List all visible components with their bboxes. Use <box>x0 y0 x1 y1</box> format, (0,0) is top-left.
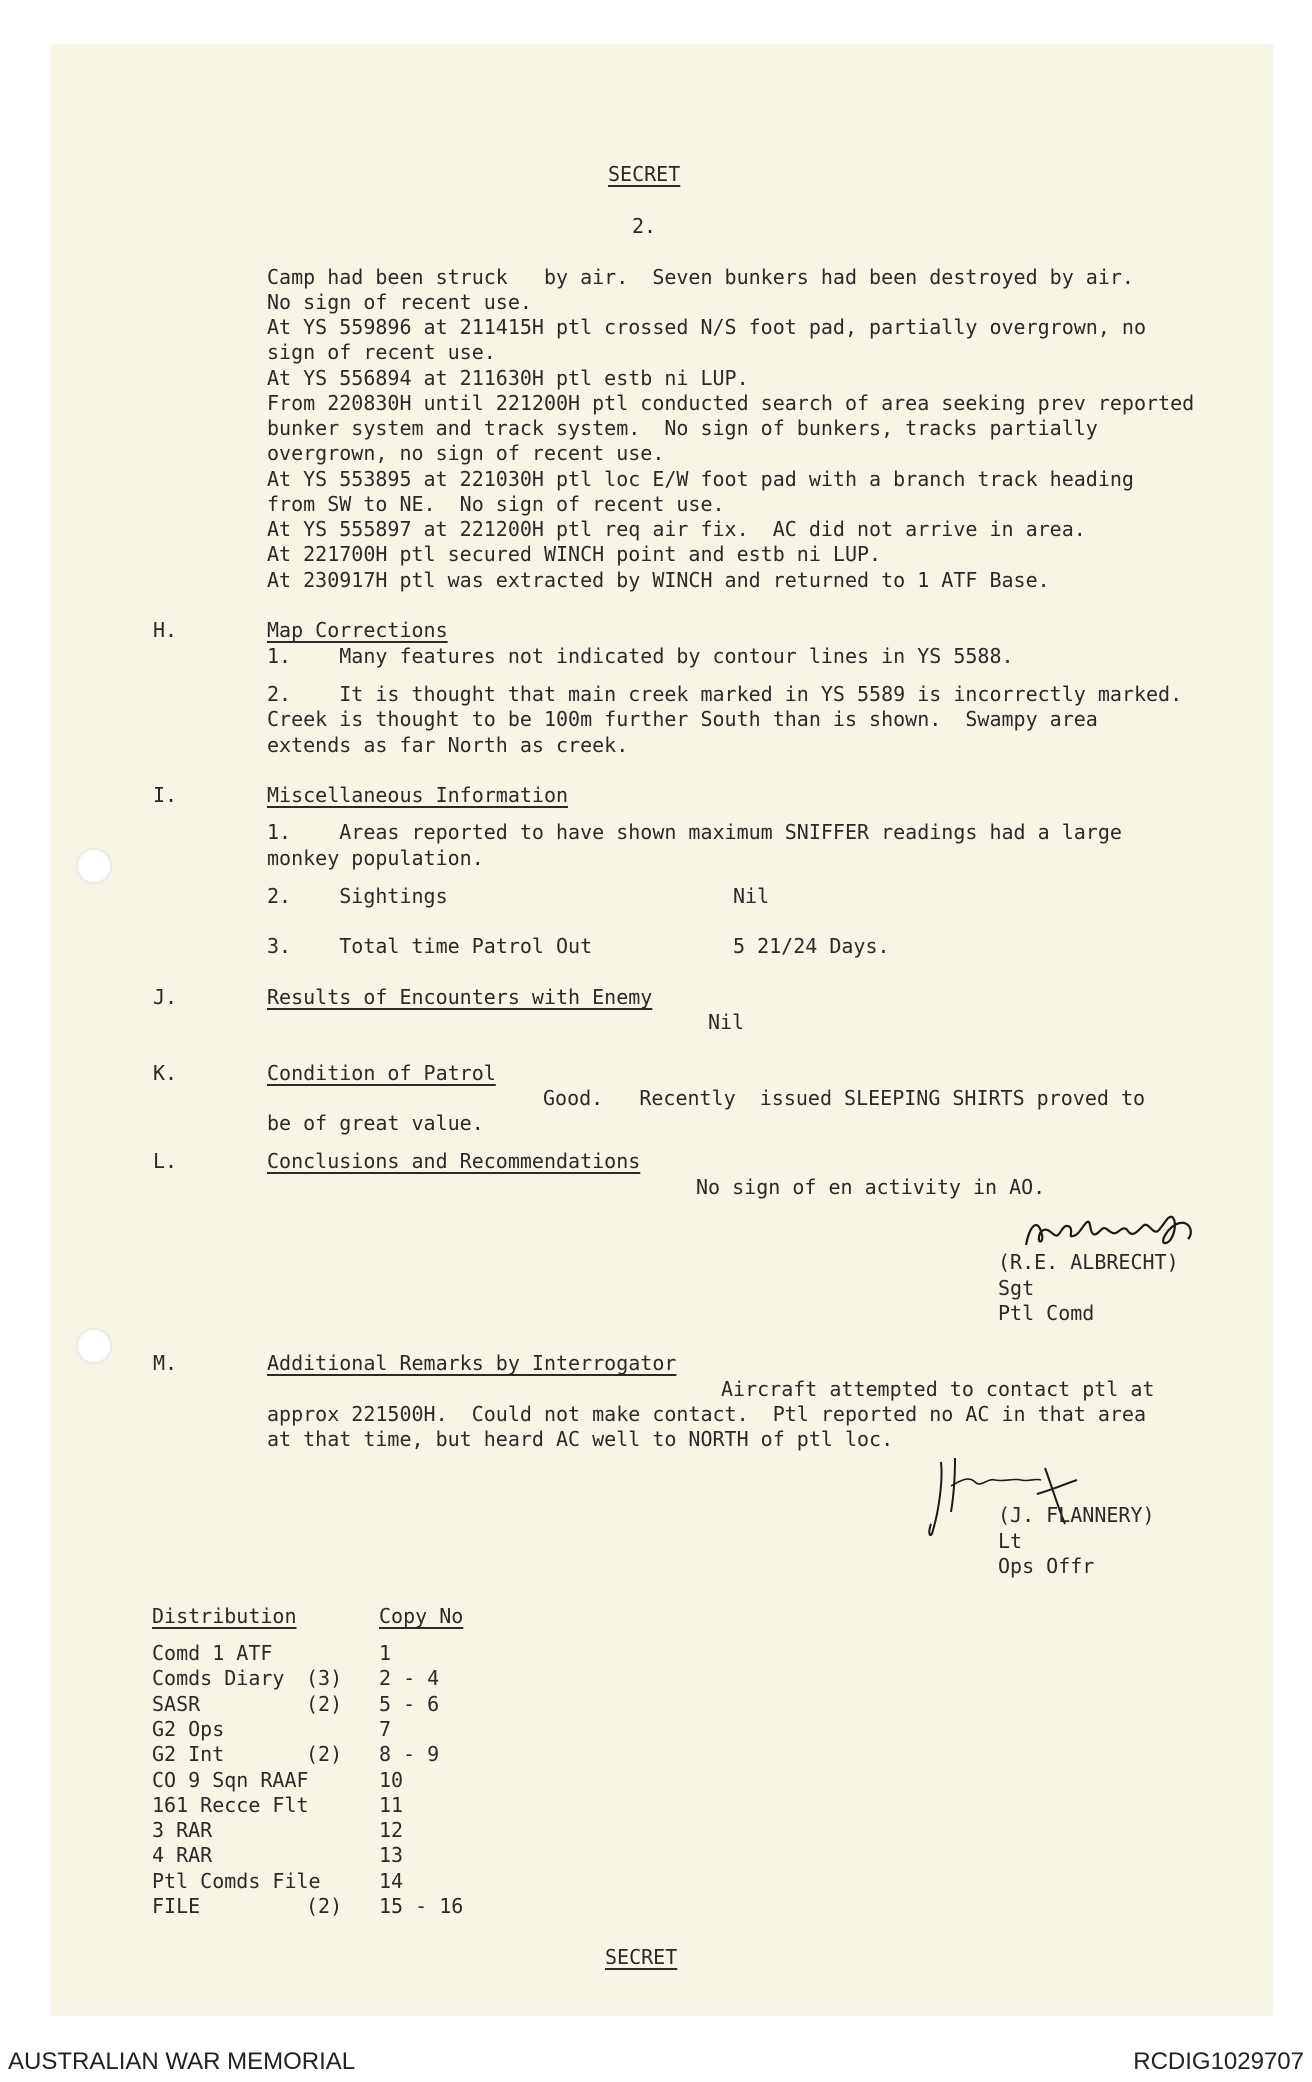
signature1-name: (R.E. ALBRECHT) <box>998 1250 1179 1274</box>
footer-source: AUSTRALIAN WAR MEMORIAL <box>8 2048 356 2075</box>
body-line: overgrown, no sign of recent use. <box>267 441 665 465</box>
body-line: At YS 559896 at 211415H ptl crossed N/S foot pad, partially overgrown, no <box>267 315 1146 339</box>
distribution-copy-no: 7 <box>379 1716 392 1741</box>
distribution-copy-no: 5 - 6 <box>379 1691 440 1716</box>
distribution-copy-no: 14 <box>379 1868 404 1893</box>
punch-hole-top <box>76 848 112 884</box>
condition-text: be of great value. <box>267 1111 484 1135</box>
section-title-conclusions: Conclusions and Recommendations <box>267 1149 641 1173</box>
body-line: At YS 553895 at 221030H ptl loc E/W foot pad with a branch track heading <box>267 467 1134 491</box>
remarks-text: approx 221500H. Could not make contact. Ptl reported no AC in that area <box>267 1402 1146 1426</box>
distribution-recipient: 4 RAR <box>152 1843 213 1868</box>
distribution-count: (3) <box>306 1666 343 1691</box>
distribution-count: (2) <box>306 1894 343 1918</box>
classification-footer: SECRET <box>605 1945 678 1969</box>
distribution-copy-no: 11 <box>379 1792 404 1817</box>
document-page <box>52 45 1272 2015</box>
conclusions-text: No sign of en activity in AO. <box>696 1175 1046 1199</box>
body-line: At YS 555897 at 221200H ptl req air fix. AC did not arrive in area. <box>267 517 1086 541</box>
body-line: No sign of recent use. <box>267 290 532 314</box>
distribution-copy-no: 13 <box>379 1843 404 1868</box>
signature2-role: Ops Offr <box>998 1554 1095 1578</box>
distribution-recipient: Ptl Comds File <box>152 1868 321 1893</box>
distribution-recipient: 161 Recce Flt <box>152 1792 309 1817</box>
copy-no-title: Copy No <box>379 1604 464 1628</box>
patrol-time-value: 5 21/24 Days. <box>733 934 890 958</box>
section-letter-i: I. <box>153 783 178 807</box>
distribution-recipient: FILE <box>152 1894 201 1918</box>
distribution-title: Distribution <box>152 1604 297 1628</box>
signature1-rank: Sgt <box>998 1276 1035 1300</box>
distribution-count: (2) <box>306 1691 343 1716</box>
body-line: bunker system and track system. No sign of bunkers, tracks partially <box>267 416 1098 440</box>
body-line: From 220830H until 221200H ptl conducted search of area seeking prev reported <box>267 391 1195 415</box>
distribution-recipient: Comd 1 ATF <box>152 1641 273 1665</box>
section-title-misc-info: Miscellaneous Information <box>267 783 569 807</box>
distribution-copy-no: 12 <box>379 1818 404 1843</box>
misc-item: monkey population. <box>267 846 484 870</box>
distribution-copy-no: 1 <box>379 1641 392 1665</box>
distribution-copy-no: 10 <box>379 1767 404 1792</box>
classification-header: SECRET <box>608 162 681 186</box>
distribution-recipient: Comds Diary <box>152 1666 285 1691</box>
sightings-value: Nil <box>733 884 770 908</box>
section-title-map-corrections: Map Corrections <box>267 618 448 642</box>
misc-item: 1. Areas reported to have shown maximum SNIFFER readings had a large <box>267 820 1122 844</box>
distribution-copy-no: 2 - 4 <box>379 1666 440 1691</box>
results-value: Nil <box>708 1010 745 1034</box>
section-letter-k: K. <box>153 1061 178 1085</box>
section-title-condition: Condition of Patrol <box>267 1061 496 1085</box>
body-line: At 221700H ptl secured WINCH point and estb ni LUP. <box>267 542 882 566</box>
map-correction-item: 1. Many features not indicated by contour lines in YS 5588. <box>267 644 1014 668</box>
body-line: At YS 556894 at 211630H ptl estb ni LUP. <box>267 366 749 390</box>
signature2-rank: Lt <box>998 1529 1023 1553</box>
map-correction-item: Creek is thought to be 100m further South than is shown. Swampy area <box>267 707 1098 731</box>
section-letter-m: M. <box>153 1351 178 1375</box>
footer-id: RCDIG1029707 <box>1133 2048 1304 2075</box>
remarks-text: at that time, but heard AC well to NORTH of ptl loc. <box>267 1427 894 1451</box>
distribution-recipient: SASR <box>152 1691 201 1716</box>
remarks-text: Aircraft attempted to contact ptl at <box>721 1377 1155 1401</box>
section-title-additional-remarks: Additional Remarks by Interrogator <box>267 1351 677 1375</box>
signature2-name: (J. FLANNERY) <box>998 1503 1155 1527</box>
section-letter-h: H. <box>153 618 178 642</box>
distribution-copy-no: 15 - 16 <box>379 1894 464 1918</box>
map-correction-item: extends as far North as creek. <box>267 733 629 757</box>
distribution-count: (2) <box>306 1742 343 1767</box>
section-title-results: Results of Encounters with Enemy <box>267 985 653 1009</box>
section-letter-l: L. <box>153 1149 178 1173</box>
condition-text: Good. Recently issued SLEEPING SHIRTS proved to <box>543 1086 1146 1110</box>
patrol-time-label: 3. Total time Patrol Out <box>267 934 593 958</box>
body-line: At 230917H ptl was extracted by WINCH and returned to 1 ATF Base. <box>267 568 1050 592</box>
body-line: Camp had been struck by air. Seven bunkers had been destroyed by air. <box>267 265 1134 289</box>
section-letter-j: J. <box>153 985 178 1009</box>
distribution-recipient: G2 Int <box>152 1742 225 1767</box>
distribution-recipient: CO 9 Sqn RAAF <box>152 1767 309 1792</box>
page-number: 2. <box>632 214 657 238</box>
distribution-recipient: 3 RAR <box>152 1818 213 1843</box>
distribution-recipient: G2 Ops <box>152 1716 225 1741</box>
sightings-label: 2. Sightings <box>267 884 448 908</box>
map-correction-item: 2. It is thought that main creek marked in YS 5589 is incorrectly marked. <box>267 682 1183 706</box>
signature1-role: Ptl Comd <box>998 1301 1095 1325</box>
body-line: sign of recent use. <box>267 340 496 364</box>
body-line: from SW to NE. No sign of recent use. <box>267 492 725 516</box>
distribution-copy-no: 8 - 9 <box>379 1742 440 1767</box>
punch-hole-bottom <box>76 1328 112 1364</box>
